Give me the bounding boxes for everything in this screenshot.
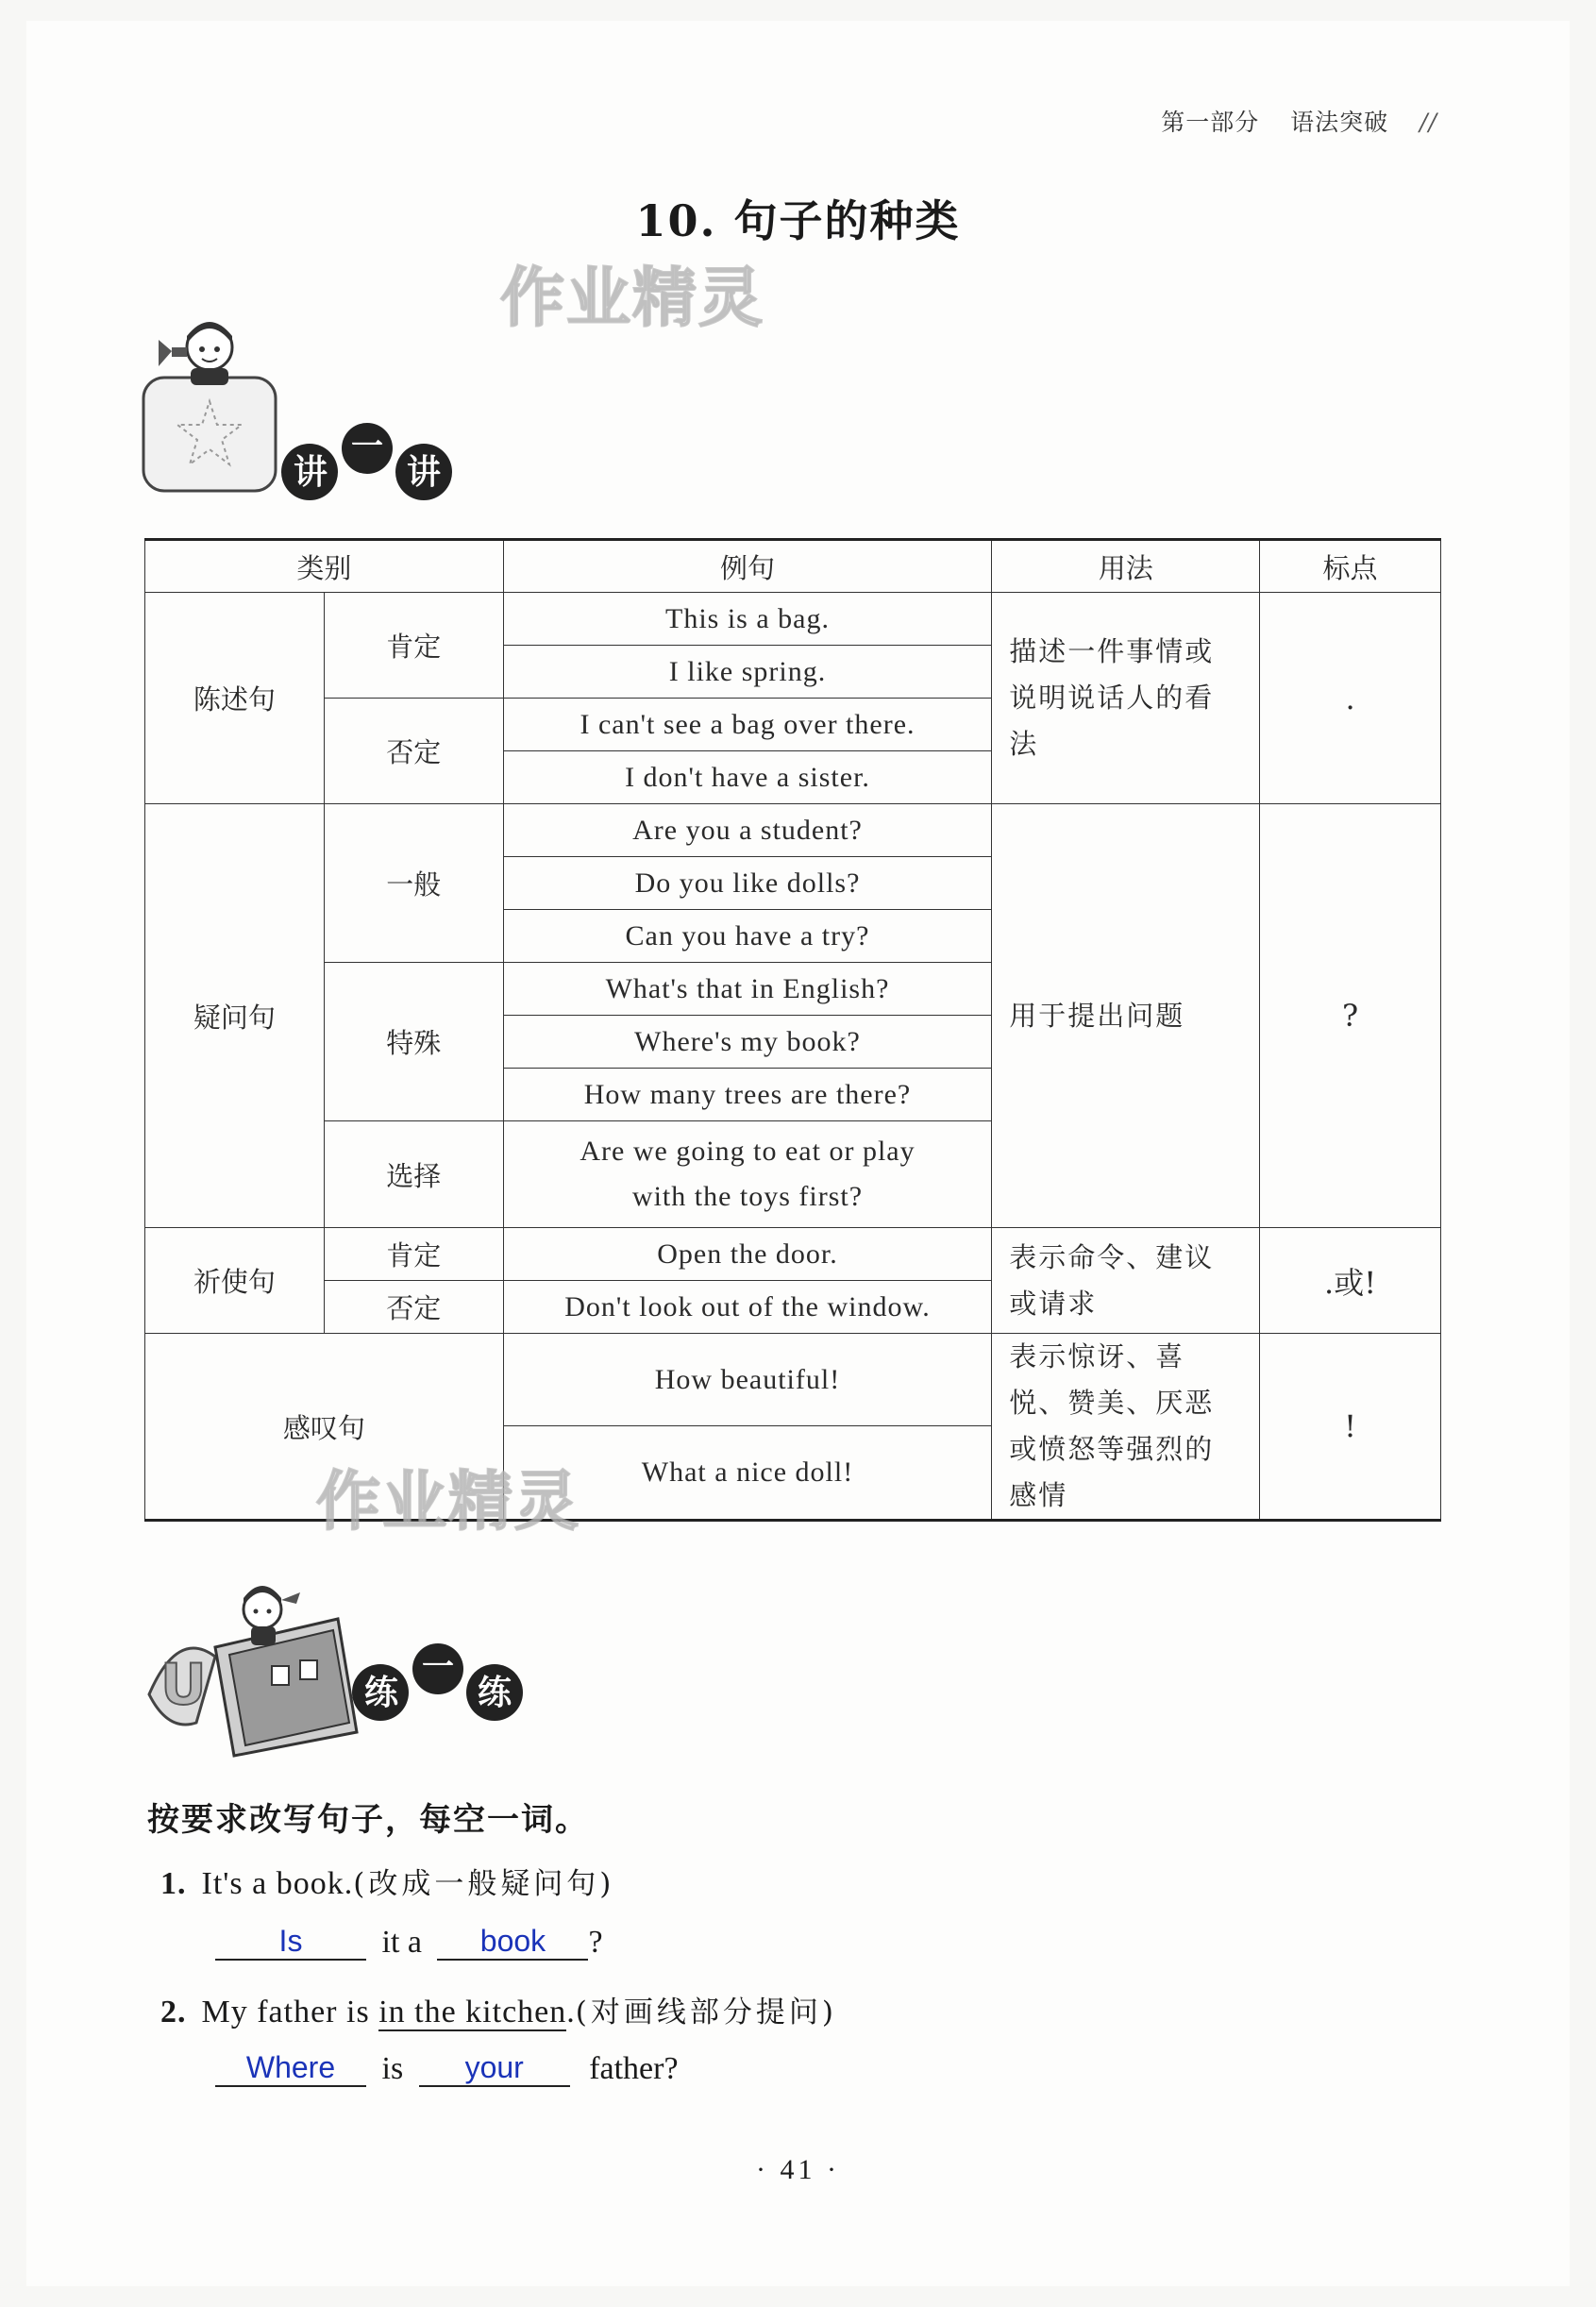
sub-special: 特殊 <box>324 963 503 1121</box>
explain-badge-2: 一 <box>351 428 383 465</box>
header-mark: // <box>1420 109 1437 136</box>
answer-end: father? <box>589 2051 679 2086</box>
question-number: 2. <box>160 1995 187 2029</box>
example-sentence: How many trees are there? <box>503 1069 992 1121</box>
table-row <box>145 593 1441 646</box>
answer-text: it a <box>381 1925 422 1960</box>
sub-affirmative: 肯定 <box>324 593 503 699</box>
practice-badge-1: 练 <box>363 1674 398 1712</box>
header-section: 语法突破 <box>1290 109 1389 136</box>
table-row <box>145 1228 1441 1281</box>
exercise-instruction: 按要求改写句子，每空一词。 <box>147 1801 589 1839</box>
table-header-row <box>145 540 1441 593</box>
answer-line-1 <box>215 1924 603 1961</box>
watermark: 作业精灵 <box>316 1465 581 1540</box>
example-sentence: Where's my book? <box>503 1016 992 1069</box>
choice-line-2: with the toys first? <box>631 1181 864 1212</box>
example-sentence: What's that in English? <box>503 963 992 1016</box>
question-task: (改成一般疑问句) <box>353 1867 615 1901</box>
table-row <box>145 804 1441 857</box>
sub-affirmative: 肯定 <box>324 1228 503 1281</box>
example-sentence: Don't look out of the window. <box>503 1281 992 1334</box>
punct-interrogative: ? <box>1260 804 1441 1228</box>
question-1 <box>160 1860 614 1902</box>
choice-line-1: Are we going to eat or play <box>580 1136 916 1167</box>
usage-imperative: 表示命令、建议或请求 <box>992 1228 1260 1334</box>
svg-text:U: U <box>160 1652 207 1718</box>
page-number: · 41 · <box>756 2154 840 2185</box>
answer-blank[interactable]: book <box>437 1924 588 1961</box>
example-sentence: Open the door. <box>503 1228 992 1281</box>
sub-choice: 选择 <box>324 1121 503 1228</box>
answer-line-2 <box>215 2050 679 2087</box>
answer-end: ? <box>588 1925 603 1960</box>
sub-general: 一般 <box>324 804 503 963</box>
punct-imperative: .或! <box>1260 1228 1441 1334</box>
category-declarative: 陈述句 <box>145 593 325 804</box>
punct-exclamatory: ! <box>1260 1334 1441 1521</box>
answer-blank[interactable]: your <box>419 2050 570 2087</box>
category-interrogative: 疑问句 <box>145 804 325 1228</box>
example-sentence: What a nice doll! <box>503 1426 992 1521</box>
watermark: 作业精灵 <box>500 261 765 336</box>
header-punctuation: 标点 <box>1260 540 1441 593</box>
example-sentence: I like spring. <box>503 646 992 699</box>
explain-badge-3: 讲 <box>406 453 441 492</box>
punct-declarative: . <box>1260 593 1441 804</box>
practice-badge-3: 练 <box>477 1674 512 1712</box>
header-example: 例句 <box>503 540 992 593</box>
question-task: (对画线部分提问) <box>575 1995 837 2029</box>
answer-text: is <box>381 2051 404 2086</box>
question-punct: . <box>566 1995 576 2029</box>
example-sentence: I can't see a bag over there. <box>503 699 992 751</box>
usage-exclamatory: 表示惊讶、喜悦、赞美、厌恶或愤怒等强烈的感情 <box>992 1334 1260 1521</box>
usage-declarative: 描述一件事情或说明说话人的看法 <box>992 593 1260 804</box>
example-sentence: Are you a student? <box>503 804 992 857</box>
sub-negative: 否定 <box>324 1281 503 1334</box>
sentence-types-table <box>144 538 1441 1522</box>
table-row <box>145 1334 1441 1426</box>
header-part: 第一部分 <box>1161 109 1260 136</box>
example-sentence: Do you like dolls? <box>503 857 992 910</box>
category-exclamatory: 感叹句 <box>145 1334 504 1521</box>
question-number: 1. <box>160 1866 187 1901</box>
page-title: 10. 句子的种类 <box>635 195 961 246</box>
sub-negative: 否定 <box>324 699 503 804</box>
example-sentence: This is a bag. <box>503 593 992 646</box>
example-sentence: How beautiful! <box>503 1334 992 1426</box>
header-category: 类别 <box>145 540 504 593</box>
usage-interrogative: 用于提出问题 <box>992 804 1260 1228</box>
explain-badge-1: 讲 <box>293 453 328 492</box>
practice-badge-2: 一 <box>422 1648 454 1686</box>
answer-blank[interactable]: Where <box>215 2050 366 2087</box>
question-text: My father is <box>201 1995 370 2029</box>
underlined-phrase: in the kitchen <box>378 1995 567 2029</box>
question-2 <box>160 1988 837 2030</box>
answer-blank[interactable]: Is <box>215 1924 366 1961</box>
header-usage: 用法 <box>992 540 1260 593</box>
running-header <box>1138 104 1437 138</box>
category-imperative: 祈使句 <box>145 1228 325 1334</box>
example-sentence: Can you have a try? <box>503 910 992 963</box>
example-sentence <box>503 1121 992 1228</box>
question-text: It's a book. <box>201 1866 354 1901</box>
example-sentence: I don't have a sister. <box>503 751 992 804</box>
